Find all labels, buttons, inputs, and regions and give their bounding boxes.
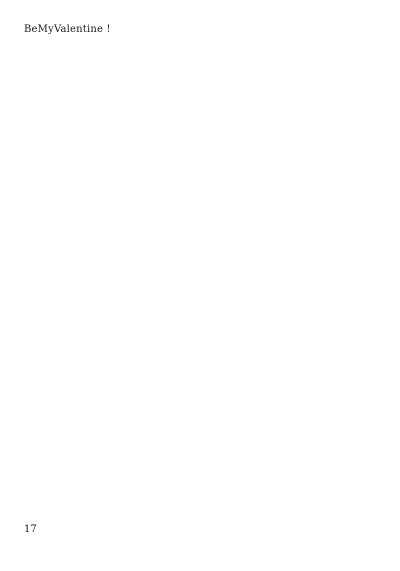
page-number: 17	[24, 524, 37, 535]
page-header: BeMyValentine !	[24, 24, 111, 35]
text-column-left	[26, 44, 196, 514]
text-column-right	[208, 44, 378, 514]
